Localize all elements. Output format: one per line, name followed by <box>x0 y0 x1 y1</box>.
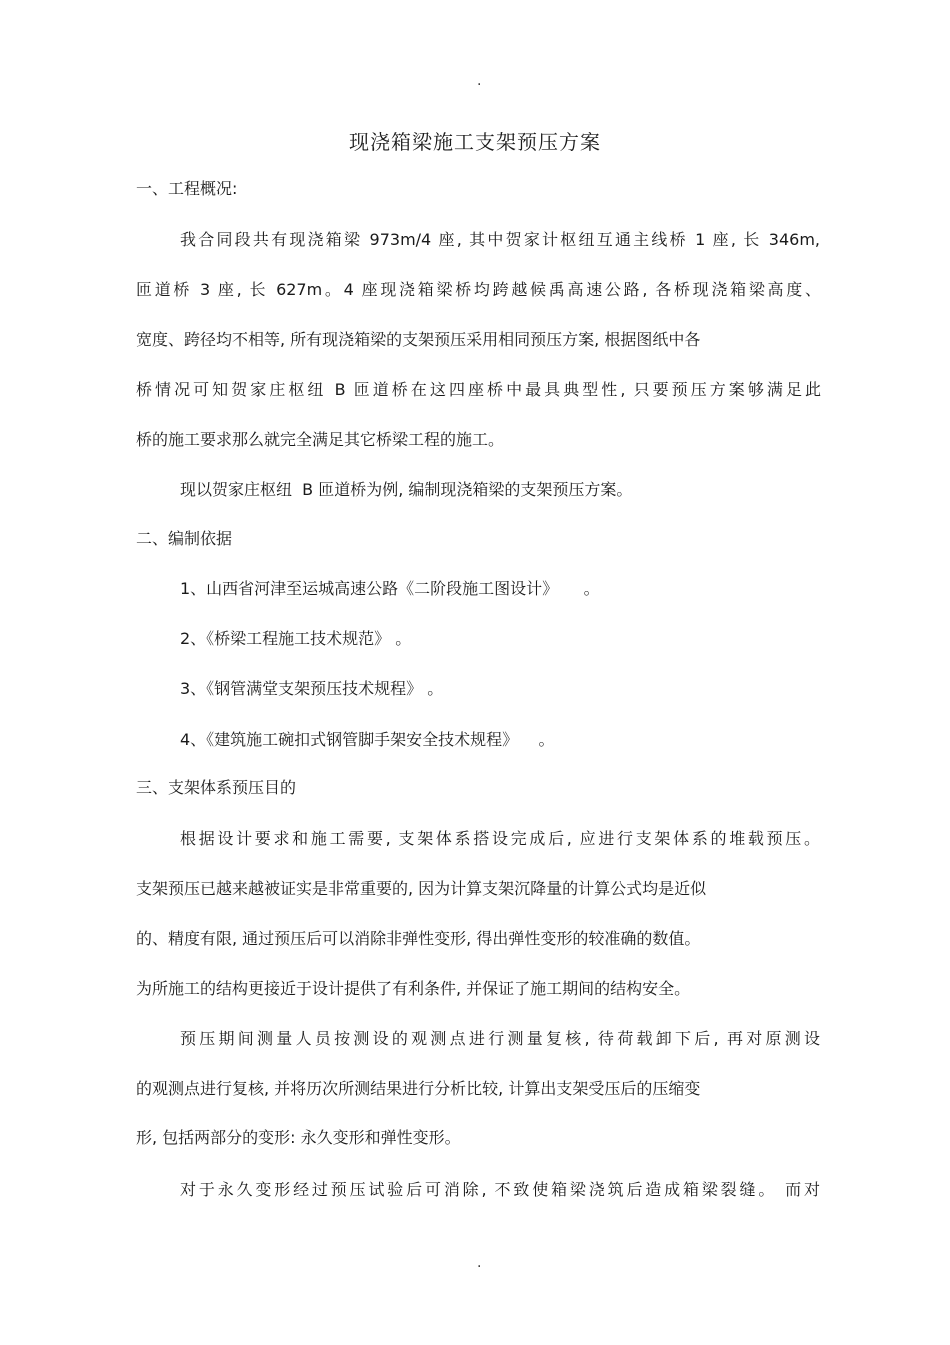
paragraph-line: 宽度、跨径均不相等, 所有现浇箱梁的支架预压采用相同预压方案, 根据图纸中各 <box>136 330 701 349</box>
paragraph-line: 现以贺家庄枢纽 B 匝道桥为例, 编制现浇箱梁的支架预压方案。 <box>180 480 633 499</box>
section-heading-2: 二、编制依据 <box>136 529 233 548</box>
section-heading-1: 一、工程概况: <box>136 179 238 198</box>
paragraph-line: 桥情况可知贺家庄枢纽 B 匝道桥在这四座桥中最具典型性, 只要预压方案够满足此 <box>136 380 821 399</box>
paragraph-line: 匝道桥 3 座, 长 627m。4 座现浇箱梁桥均跨越候禹高速公路, 各桥现浇箱梁高度、 <box>136 280 821 299</box>
paragraph-line: 的、精度有限, 通过预压后可以消除非弹性变形, 得出弹性变形的较准确的数值。 <box>136 929 701 948</box>
document-title: 现浇箱梁施工支架预压方案 <box>349 130 601 154</box>
paragraph-line: 为所施工的结构更接近于设计提供了有利条件, 并保证了施工期间的结构安全。 <box>136 979 691 998</box>
paragraph-line: 的观测点进行复核, 并将历次所测结果进行分析比较, 计算出支架受压后的压缩变 <box>136 1079 701 1098</box>
paragraph-line: 形, 包括两部分的变形: 永久变形和弹性变形。 <box>136 1128 461 1147</box>
list-item: 3、《钢管满堂支架预压技术规程》 。 <box>180 679 444 698</box>
paragraph-line: 预压期间测量人员按测设的观测点进行测量复核, 待荷载卸下后, 再对原测设 <box>180 1029 820 1048</box>
page-bottom-mark: . <box>477 1255 482 1271</box>
paragraph-line: 我合同段共有现浇箱梁 973m/4 座, 其中贺家计枢纽互通主线桥 1 座, 长 346m, <box>180 230 820 249</box>
paragraph-line: 支架预压已越来越被证实是非常重要的, 因为计算支架沉降量的计算公式均是近似 <box>136 879 707 898</box>
list-item: 2、《桥梁工程施工技术规范》 。 <box>180 629 412 648</box>
list-item: 4、《建筑施工碗扣式钢管脚手架安全技术规程》 。 <box>180 730 555 749</box>
paragraph-line: 桥的施工要求那么就完全满足其它桥梁工程的施工。 <box>136 430 505 449</box>
section-heading-3: 三、支架体系预压目的 <box>136 778 297 797</box>
page-top-mark: . <box>477 73 482 89</box>
paragraph-line: 对于永久变形经过预压试验后可消除, 不致使箱梁浇筑后造成箱梁裂缝。 而对 <box>180 1180 820 1199</box>
paragraph-line: 根据设计要求和施工需要, 支架体系搭设完成后, 应进行支架体系的堆载预压。 <box>180 829 820 848</box>
list-item: 1、山西省河津至运城高速公路《二阶段施工图设计》 。 <box>180 579 600 598</box>
